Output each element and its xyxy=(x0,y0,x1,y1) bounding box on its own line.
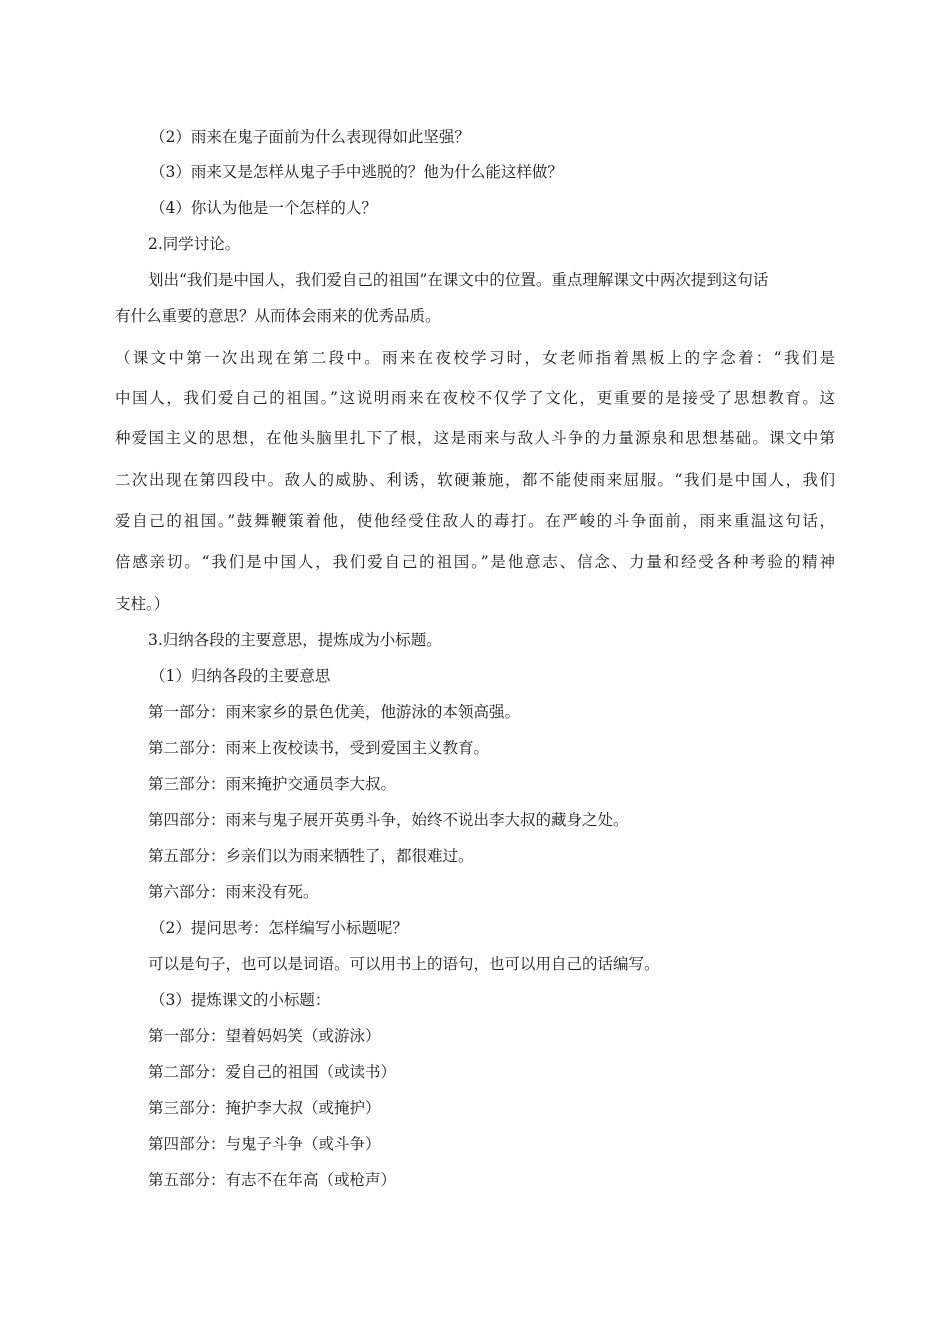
step-3-heading: 3.归纳各段的主要意思，提炼成为小标题。 xyxy=(148,631,442,649)
subtitle-3: 第三部分：掩护李大叔（或掩护） xyxy=(148,1099,381,1117)
sub-3-heading: （3）提炼课文的小标题： xyxy=(150,991,331,1009)
main-idea-1: 第一部分：雨来家乡的景色优美，他游泳的本领高强。 xyxy=(148,703,521,721)
main-idea-5: 第五部分：乡亲们以为雨来牺牲了，都很难过。 xyxy=(148,847,474,865)
answer-line-6: 倍感亲切。“我们是中国人，我们爱自己的祖国。”是他意志、信念、力量和经受各种考验的精神 xyxy=(115,553,835,571)
main-idea-3: 第三部分：雨来掩护交通员李大叔。 xyxy=(148,775,397,793)
answer-line-2: 中国人，我们爱自己的祖国。”这说明雨来在夜校不仅学了文化，更重要的是接受了思想教育。这 xyxy=(115,389,835,407)
answer-line-1: （课文中第一次出现在第二段中。雨来在夜校学习时，女老师指着黑板上的字念着：“我们是 xyxy=(115,349,835,367)
answer-line-3: 种爱国主义的思想，在他头脑里扎下了根，这是雨来与敌人斗争的力量源泉和思想基础。课文中第 xyxy=(115,429,835,447)
question-4: （4）你认为他是一个怎样的人？ xyxy=(150,199,377,217)
answer-line-5: 爱自己的祖国。”鼓舞鞭策着他，使他经受住敌人的毒打。在严峻的斗争面前，雨来重温这句话， xyxy=(115,512,835,530)
step-2-intro-line-1: 划出“我们是中国人，我们爱自己的祖国”在课文中的位置。重点理解课文中两次提到这句话 xyxy=(148,271,769,289)
question-3: （3）雨来又是怎样从鬼子手中逃脱的？他为什么能这样做？ xyxy=(150,163,563,181)
sub-2-answer: 可以是句子，也可以是词语。可以用书上的语句，也可以用自己的话编写。 xyxy=(148,955,660,973)
main-idea-2: 第二部分：雨来上夜校读书，受到爱国主义教育。 xyxy=(148,739,490,757)
subtitle-4: 第四部分：与鬼子斗争（或斗争） xyxy=(148,1135,381,1153)
subtitle-1: 第一部分：望着妈妈笑（或游泳） xyxy=(148,1027,381,1045)
answer-line-7: 支柱。） xyxy=(115,595,170,613)
step-2-intro-line-2: 有什么重要的意思？从而体会雨来的优秀品质。 xyxy=(115,307,441,325)
main-idea-6: 第六部分：雨来没有死。 xyxy=(148,883,319,901)
main-idea-4: 第四部分：雨来与鬼子展开英勇斗争，始终不说出李大叔的藏身之处。 xyxy=(148,811,629,829)
answer-line-4: 二次出现在第四段中。敌人的威胁、利诱，软硬兼施，都不能使雨来屈服。“我们是中国人，我们 xyxy=(115,471,835,489)
sub-1-heading: （1）归纳各段的主要意思 xyxy=(150,667,331,685)
sub-2-heading: （2）提问思考：怎样编写小标题呢？ xyxy=(150,919,408,937)
subtitle-5: 第五部分：有志不在年高（或枪声） xyxy=(148,1171,397,1189)
step-2-heading: 2.同学讨论。 xyxy=(148,235,241,253)
question-2: （2）雨来在鬼子面前为什么表现得如此坚强？ xyxy=(150,128,470,146)
subtitle-2: 第二部分：爱自己的祖国（或读书） xyxy=(148,1063,397,1081)
